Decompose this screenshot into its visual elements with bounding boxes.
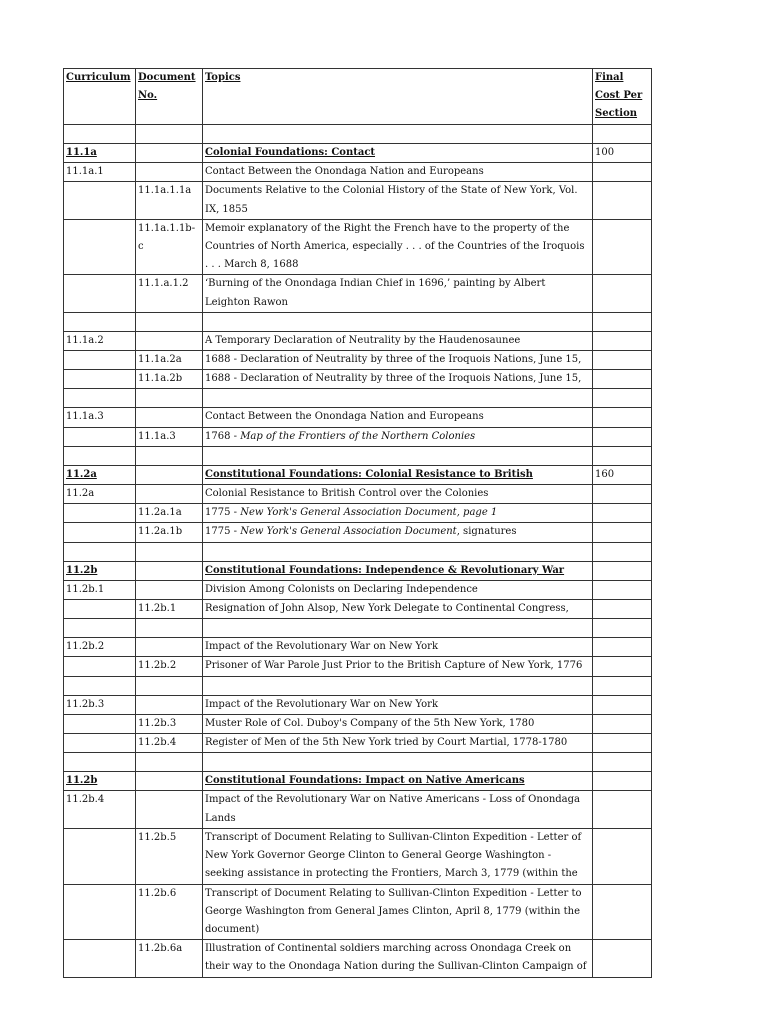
table-row [64, 219, 652, 275]
curriculum-cell [64, 676, 136, 695]
topic-cell: Illustration of Continental soldiers marching across Onondaga Creek on their way to the Onondaga Nation during the Sullivan-Clinton Campaign of [203, 940, 593, 977]
table-row [64, 580, 652, 599]
document-no-cell [136, 619, 203, 638]
document-no-cell [136, 312, 203, 331]
document-no-cell: 11.1a.2b [136, 370, 203, 389]
cost-cell [593, 828, 652, 884]
table-row [64, 884, 652, 940]
topic-cell: 1768 - Map of the Frontiers of the Northern Colonies [203, 427, 593, 446]
curriculum-cell: 11.2b.3 [64, 695, 136, 714]
document-no-cell: 11.1a.1.1b-c [136, 219, 203, 275]
table-header-row [64, 69, 652, 125]
topic-cell [203, 446, 593, 465]
topic-cell: 1688 - Declaration of Neutrality by three of the Iroquois Nations, June 15, [203, 351, 593, 370]
cost-cell [593, 600, 652, 619]
document-no-cell [136, 772, 203, 791]
topic-cell [203, 125, 593, 144]
curriculum-cell [64, 427, 136, 446]
topic-cell: Register of Men of the 5th New York tried by Court Martial, 1778-1780 [203, 734, 593, 753]
curriculum-cell [64, 312, 136, 331]
cost-cell [593, 753, 652, 772]
curriculum-cell [64, 182, 136, 219]
document-no-cell [136, 125, 203, 144]
document-no-cell [136, 389, 203, 408]
curriculum-cell [64, 714, 136, 733]
cost-cell: 160 [593, 465, 652, 484]
document-no-cell: 11.2b.2 [136, 657, 203, 676]
cost-cell [593, 351, 652, 370]
table-row [64, 163, 652, 182]
table-row [64, 940, 652, 977]
curriculum-cell [64, 940, 136, 977]
table-row [64, 714, 652, 733]
curriculum-cell: 11.1a.2 [64, 331, 136, 350]
cost-cell: 100 [593, 144, 652, 163]
cost-cell [593, 446, 652, 465]
curriculum-cell [64, 657, 136, 676]
topic-cell [203, 753, 593, 772]
cost-cell [593, 163, 652, 182]
blank-row [64, 676, 652, 695]
topic-cell: ‘Burning of the Onondaga Indian Chief in 1696,’ painting by Albert Leighton Rawon [203, 275, 593, 312]
cost-cell [593, 734, 652, 753]
section-row [64, 144, 652, 163]
italic-title: New York's General Association Document [240, 526, 457, 538]
topic-cell: 1775 - New York's General Association Document, signatures [203, 523, 593, 542]
topic-cell: A Temporary Declaration of Neutrality by the Haudenosaunee [203, 331, 593, 350]
curriculum-cell: 11.2b.1 [64, 580, 136, 599]
topic-cell [203, 542, 593, 561]
cost-cell [593, 312, 652, 331]
table-row [64, 408, 652, 427]
table-row [64, 504, 652, 523]
topic-cell: Resignation of John Alsop, New York Delegate to Continental Congress, [203, 600, 593, 619]
curriculum-cell [64, 389, 136, 408]
topic-cell [203, 676, 593, 695]
cost-cell [593, 504, 652, 523]
topic-cell: Muster Role of Col. Duboy's Company of the 5th New York, 1780 [203, 714, 593, 733]
header-final-cost: Final Cost Per Section [593, 69, 652, 125]
section-row [64, 772, 652, 791]
cost-cell [593, 940, 652, 977]
document-no-cell: 11.2a.1a [136, 504, 203, 523]
topic-cell: Memoir explanatory of the Right the French have to the property of the Countries of North America, especially . . . of the Countries of the Iroquois . . . March 8, 1688 [203, 219, 593, 275]
topic-cell [203, 312, 593, 331]
blank-row [64, 389, 652, 408]
topic-cell: Constitutional Foundations: Colonial Resistance to British [203, 465, 593, 484]
blank-row [64, 753, 652, 772]
blank-row [64, 312, 652, 331]
curriculum-cell: 11.1a.1 [64, 163, 136, 182]
document-no-cell: 11.2a.1b [136, 523, 203, 542]
curriculum-table [63, 68, 652, 978]
topic-cell: Constitutional Foundations: Impact on Native Americans [203, 772, 593, 791]
table-row [64, 638, 652, 657]
cost-cell [593, 791, 652, 828]
document-no-cell [136, 676, 203, 695]
document-no-cell: 11.2b.6a [136, 940, 203, 977]
curriculum-cell: 11.2b.2 [64, 638, 136, 657]
topic-cell: Impact of the Revolutionary War on New York [203, 695, 593, 714]
curriculum-cell [64, 351, 136, 370]
cost-cell [593, 695, 652, 714]
curriculum-cell: 11.2b.4 [64, 791, 136, 828]
curriculum-cell [64, 619, 136, 638]
table-row [64, 370, 652, 389]
topic-cell: Transcript of Document Relating to Sullivan-Clinton Expedition - Letter of New York Governor George Clinton to General George Washington - seeking assistance in protecting the Frontiers, March 3, 1779 (within the [203, 828, 593, 884]
table-row [64, 275, 652, 312]
topic-cell [203, 389, 593, 408]
topic-cell: Impact of the Revolutionary War on Native Americans - Loss of Onondaga Lands [203, 791, 593, 828]
table-row [64, 427, 652, 446]
document-no-cell [136, 144, 203, 163]
italic-title: Map of the Frontiers of the Northern Colonies [240, 430, 476, 442]
table-row [64, 695, 652, 714]
cost-cell [593, 676, 652, 695]
topic-cell: Impact of the Revolutionary War on New York [203, 638, 593, 657]
blank-row [64, 542, 652, 561]
header-curriculum: Curriculum [64, 69, 136, 125]
curriculum-cell [64, 542, 136, 561]
document-no-cell [136, 561, 203, 580]
topic-cell [203, 619, 593, 638]
cost-cell [593, 182, 652, 219]
curriculum-cell: 11.2a [64, 465, 136, 484]
document-no-cell [136, 485, 203, 504]
table-row [64, 657, 652, 676]
document-no-cell [136, 580, 203, 599]
topic-cell: Prisoner of War Parole Just Prior to the British Capture of New York, 1776 [203, 657, 593, 676]
cost-cell [593, 427, 652, 446]
cost-cell [593, 638, 652, 657]
blank-row [64, 125, 652, 144]
cost-cell [593, 408, 652, 427]
topic-cell: Contact Between the Onondaga Nation and Europeans [203, 163, 593, 182]
cost-cell [593, 561, 652, 580]
curriculum-cell [64, 753, 136, 772]
section-row [64, 465, 652, 484]
curriculum-cell [64, 828, 136, 884]
curriculum-cell: 11.1a [64, 144, 136, 163]
document-no-cell [136, 791, 203, 828]
document-no-cell: 11.2b.6 [136, 884, 203, 940]
cost-cell [593, 714, 652, 733]
document-no-cell: 11.1a.1.1a [136, 182, 203, 219]
topic-cell: Colonial Resistance to British Control over the Colonies [203, 485, 593, 504]
document-no-cell: 11.2b.5 [136, 828, 203, 884]
table-row [64, 331, 652, 350]
blank-row [64, 446, 652, 465]
topic-cell: Documents Relative to the Colonial History of the State of New York, Vol. IX, 1855 [203, 182, 593, 219]
document-no-cell [136, 753, 203, 772]
curriculum-cell [64, 734, 136, 753]
cost-cell [593, 657, 652, 676]
topic-cell: Colonial Foundations: Contact [203, 144, 593, 163]
cost-cell [593, 542, 652, 561]
curriculum-cell [64, 523, 136, 542]
curriculum-cell: 11.2b [64, 561, 136, 580]
document-no-cell [136, 695, 203, 714]
curriculum-cell [64, 275, 136, 312]
table-row [64, 485, 652, 504]
cost-cell [593, 772, 652, 791]
cost-cell [593, 219, 652, 275]
header-document-no: Document No. [136, 69, 203, 125]
document-no-cell: 11.1.a.1.2 [136, 275, 203, 312]
topic-cell: Contact Between the Onondaga Nation and Europeans [203, 408, 593, 427]
curriculum-cell [64, 600, 136, 619]
table-row [64, 734, 652, 753]
table-row [64, 523, 652, 542]
topic-cell: 1775 - New York's General Association Document, page 1 [203, 504, 593, 523]
topic-cell: 1688 - Declaration of Neutrality by three of the Iroquois Nations, June 15, [203, 370, 593, 389]
curriculum-cell: 11.2a [64, 485, 136, 504]
document-no-cell [136, 638, 203, 657]
document-no-cell [136, 542, 203, 561]
document-no-cell [136, 331, 203, 350]
topic-cell: Transcript of Document Relating to Sullivan-Clinton Expedition - Letter to George Washington from General James Clinton, April 8, 1779 (within the document) [203, 884, 593, 940]
table-row [64, 351, 652, 370]
curriculum-cell [64, 219, 136, 275]
cost-cell [593, 485, 652, 504]
cost-cell [593, 580, 652, 599]
header-topics: Topics [203, 69, 593, 125]
table-row [64, 182, 652, 219]
section-row [64, 561, 652, 580]
document-no-cell: 11.1a.3 [136, 427, 203, 446]
curriculum-cell [64, 884, 136, 940]
cost-cell [593, 370, 652, 389]
topic-cell: Constitutional Foundations: Independence & Revolutionary War [203, 561, 593, 580]
cost-cell [593, 389, 652, 408]
cost-cell [593, 275, 652, 312]
document-no-cell [136, 163, 203, 182]
curriculum-cell [64, 370, 136, 389]
blank-row [64, 619, 652, 638]
cost-cell [593, 523, 652, 542]
curriculum-cell [64, 446, 136, 465]
table-row [64, 828, 652, 884]
table-row [64, 791, 652, 828]
curriculum-cell: 11.1a.3 [64, 408, 136, 427]
italic-title: New York's General Association Document, page 1 [240, 507, 498, 519]
cost-cell [593, 331, 652, 350]
cost-cell [593, 125, 652, 144]
cost-cell [593, 884, 652, 940]
document-no-cell [136, 446, 203, 465]
cost-cell [593, 619, 652, 638]
curriculum-cell: 11.2b [64, 772, 136, 791]
curriculum-cell [64, 125, 136, 144]
document-no-cell: 11.2b.4 [136, 734, 203, 753]
document-no-cell [136, 465, 203, 484]
document-no-cell: 11.2b.3 [136, 714, 203, 733]
document-no-cell: 11.2b.1 [136, 600, 203, 619]
document-no-cell [136, 408, 203, 427]
curriculum-cell [64, 504, 136, 523]
document-no-cell: 11.1a.2a [136, 351, 203, 370]
topic-cell: Division Among Colonists on Declaring Independence [203, 580, 593, 599]
table-row [64, 600, 652, 619]
